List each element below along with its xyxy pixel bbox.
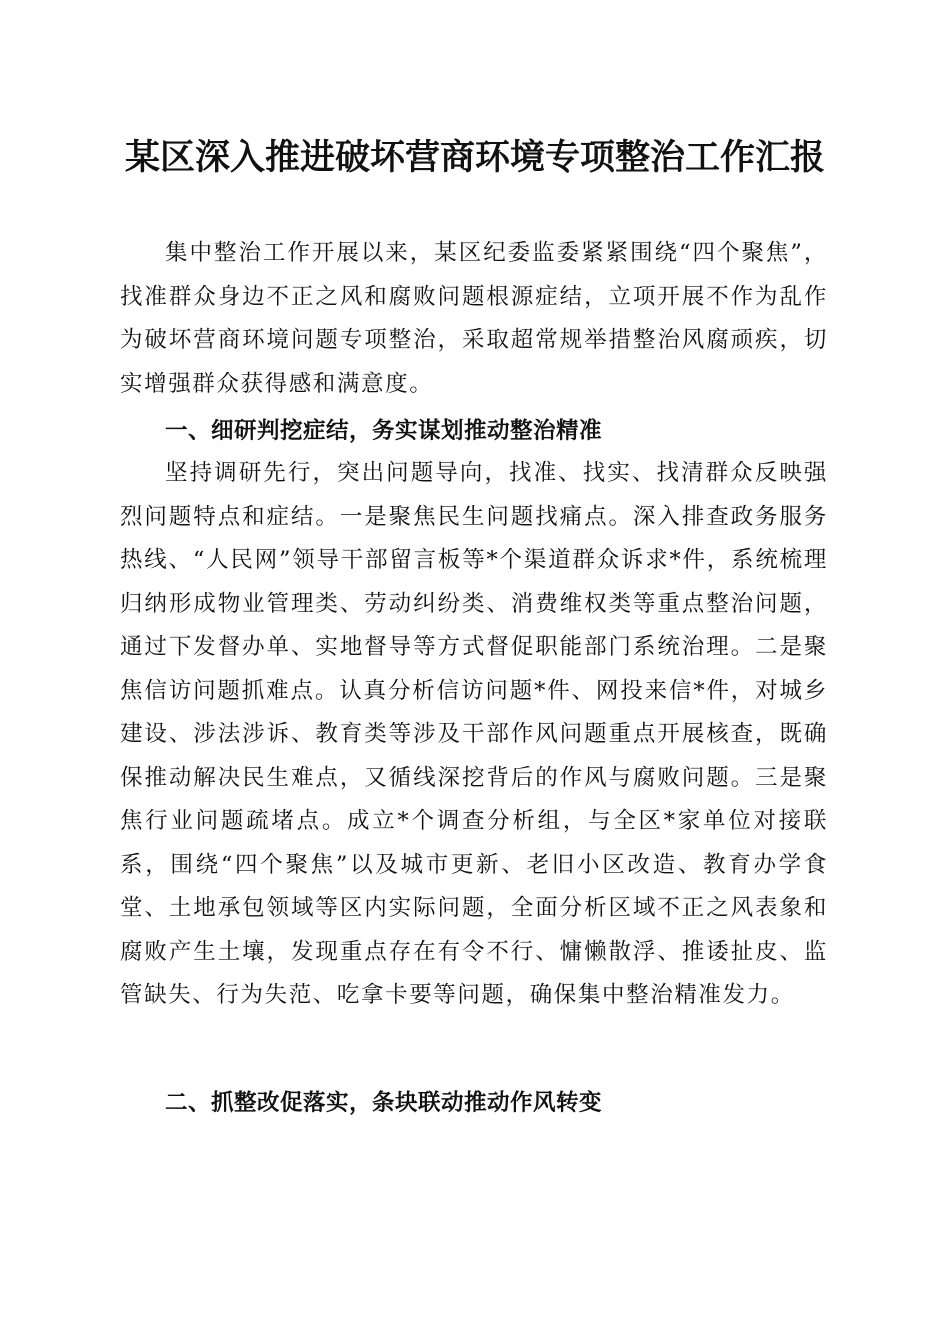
section-2-heading: 二、抓整改促落实，条块联动推动作风转变	[165, 1090, 603, 1116]
document-title: 某区深入推进破坏营商环境专项整治工作汇报	[124, 137, 825, 178]
section-1-heading: 一、细研判挖症结，务实谋划推动整治精准	[165, 418, 603, 444]
intro-paragraph: 集中整治工作开展以来，某区纪委监委紧紧围绕“四个聚焦”，找准群众身边不正之风和腐败问题根源症结，立项开展不作为乱作为破坏营商环境问题专项整治，采取超常规举措整治风腐顽疾，切实增强群众获得感和满意度。	[120, 240, 828, 397]
section-1-body-paragraph: 坚持调研先行，突出问题导向，找准、找实、找清群众反映强烈问题特点和症结。一是聚焦民生问题找痛点。深入排查政务服务热线、“人民网”领导干部留言板等*个渠道群众诉求*件，系统梳理归纳形成物业管理类、劳动纠纷类、消费维权类等重点整治问题，通过下发督办单、实地督导等方式督促职能部门系统治理。二是聚焦信访问题抓难点。认真分析信访问题*件、网投来信*件，对城乡建设、涉法涉诉、教育类等涉及干部作风问题重点开展核查，既确保推动解决民生难点，又循线深挖背后的作风与腐败问题。三是聚焦行业问题疏堵点。成立*个调查分析组，与全区*家单位对接联系，围绕“四个聚焦”以及城市更新、老旧小区改造、教育办学食堂、土地承包领域等区内实际问题，全面分析区域不正之风表象和腐败产生土壤，发现重点存在有令不行、慵懒散浮、推诿扯皮、监管缺失、行为失范、吃拿卡要等问题，确保集中整治精准发力。	[120, 460, 828, 1008]
